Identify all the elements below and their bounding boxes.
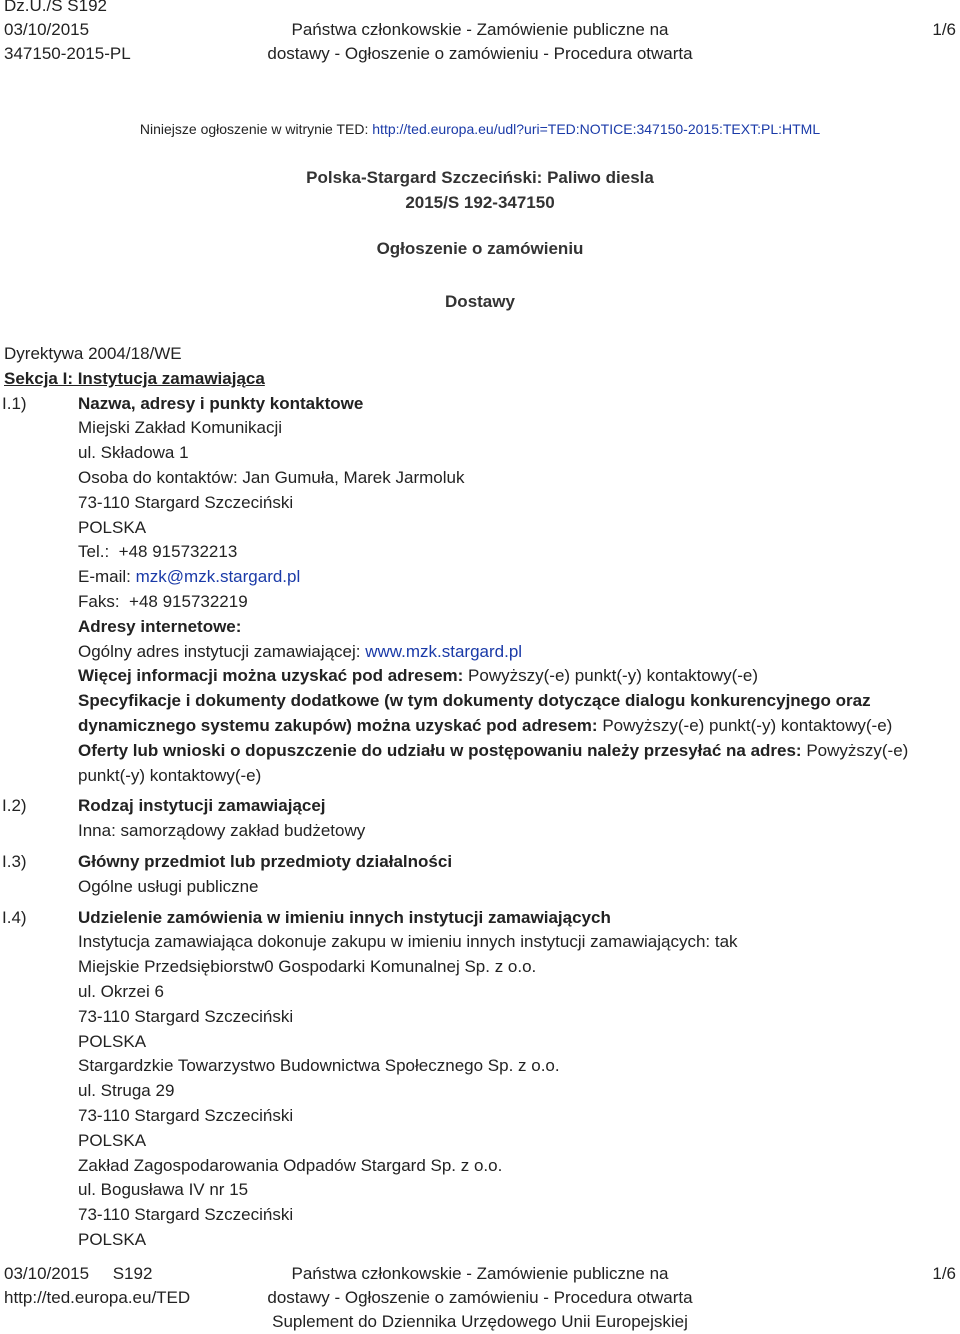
offers-label: Oferty lub wnioski o dopuszczenie do udziału w postępowaniu należy przesyłać na adres: [78,740,802,760]
phone-value: +48 915732213 [118,542,238,562]
section-value: Ogólne usługi publiczne [78,876,259,896]
section-number: I.4) [2,907,27,927]
doc-type: Ogłoszenie o zamówieniu [376,239,584,258]
offers-line [78,739,960,789]
entity-country: POLSKA [78,1031,147,1051]
spec-value: Powyższy(-e) punkt(-y) kontaktowy(-e) [602,715,893,735]
page-header [0,0,960,70]
section-heading: Sekcja I: Instytucja zamawiająca [4,368,265,388]
web-label: Ogólny adres instytucji zamawiającej: [78,641,361,661]
header-page-number: 1/6 [932,20,956,39]
section-intro: Instytucja zamawiająca dokonuje zakupu w imieniu innych instytucji zamawiających: tak [78,932,738,952]
org-country: POLSKA [78,517,147,537]
doc-number: 2015/S 192-347150 [405,193,555,212]
ted-notice-link[interactable]: http://ted.europa.eu/udl?uri=TED:NOTICE:347150-2015:TEXT:PL:HTML [372,121,821,137]
offers-value: Powyższy(-e) punkt(-y) kontaktowy(-e) [78,740,909,785]
section-number: I.3) [2,851,27,871]
spec-label: Specyfikacje i dokumenty dodatkowe (w tym dokumenty dotyczące dialogu konkurencyjnego oraz dynamicznego systemu zakupów) można uzyskać pod adresem: [78,691,871,735]
footer-title-line2: dostawy - Ogłoszenie o zamówieniu - Procedura otwarta [267,1288,693,1307]
header-date: 03/10/2015 [4,20,90,39]
more-info-line [78,664,960,689]
org-city: 73-110 Stargard Szczeciński [78,492,294,512]
section-number: I.2) [2,796,27,816]
entity-name: Stargardzkie Towarzystwo Budownictwa Społecznego Sp. z o.o. [78,1056,560,1076]
phone-line [78,540,960,565]
header-title [240,18,720,66]
web-line [78,640,960,665]
entity-street: ul. Struga 29 [78,1081,175,1101]
section-title: Udzielenie zamówienia w imieniu innych instytucji zamawiających [78,907,611,927]
header-left [4,0,131,66]
entity-country: POLSKA [78,1130,147,1150]
fax-label: Faks: [78,591,120,611]
entity-street: ul. Bogusława IV nr 15 [78,1180,249,1200]
footer-page-number: 1/6 [932,1264,956,1283]
header-title-line2: dostawy - Ogłoszenie o zamówieniu - Procedura otwarta [267,44,693,63]
web-heading: Adresy internetowe: [78,616,242,636]
fax-line [78,590,960,615]
header-journal: Dz.U./S S192 [4,0,107,15]
email-line [78,565,960,590]
entity-country: POLSKA [78,1229,147,1249]
fax-value: +48 915732219 [129,591,248,611]
entity-name: Zakład Zagospodarowania Odpadów Stargard Sp. z o.o. [78,1155,503,1175]
ted-notice-prefix: Niniejsze ogłoszenie w witrynie TED: [139,121,369,137]
directive: Dyrektywa 2004/18/WE [4,344,182,363]
section-i3 [0,850,960,900]
footer-series: S192 [112,1264,153,1283]
header-ref: 347150-2015-PL [4,44,131,63]
entity-block [78,1154,960,1253]
header-title-line1: Państwa członkowskie - Zamówienie publiczne na [291,20,669,39]
section-title: Główny przedmiot lub przedmioty działalności [78,851,453,871]
email-link[interactable]: mzk@mzk.stargard.pl [135,567,301,587]
section-value: Inna: samorządowy zakład budżetowy [78,821,366,841]
footer-date: 03/10/2015 [4,1264,90,1283]
footer-title-line3: Suplement do Dziennika Urzędowego Unii Europejskiej [272,1312,688,1331]
section-title: Nazwa, adresy i punkty kontaktowe [78,393,364,413]
footer-title-line1: Państwa członkowskie - Zamówienie publiczne na [291,1264,669,1283]
footer-left [4,1262,190,1310]
org-street: ul. Składowa 1 [78,443,189,463]
spec-line [78,689,960,739]
entity-city: 73-110 Stargard Szczeciński [78,1006,294,1026]
doc-category: Dostawy [445,292,515,311]
section-i4 [0,906,960,1253]
more-info-value: Powyższy(-e) punkt(-y) kontaktowy(-e) [468,666,759,686]
org-name: Miejski Zakład Komunikacji [78,418,283,438]
document-body [0,342,960,1253]
contact-persons: Osoba do kontaktów: Jan Gumuła, Marek Jarmoluk [78,467,465,487]
more-info-label: Więcej informacji można uzyskać pod adresem: [78,666,464,686]
section-number: I.1) [2,393,27,413]
email-label: E-mail: [78,567,131,587]
doc-title: Polska-Stargard Szczeciński: Paliwo diesla [306,168,654,187]
entity-block [78,955,960,1054]
web-link[interactable]: www.mzk.stargard.pl [365,641,523,661]
entity-city: 73-110 Stargard Szczeciński [78,1205,294,1225]
footer-url: http://ted.europa.eu/TED [4,1288,191,1307]
entity-street: ul. Okrzei 6 [78,981,164,1001]
section-title: Rodzaj instytucji zamawiającej [78,796,326,816]
footer-title [240,1262,720,1334]
phone-label: Tel.: [78,542,110,562]
entity-name: Miejskie Przedsiębiorstw0 Gospodarki Komunalnej Sp. z o.o. [78,957,537,977]
entity-block [78,1054,960,1153]
entity-city: 73-110 Stargard Szczeciński [78,1105,294,1125]
section-i2 [0,794,960,844]
section-i1 [0,392,960,789]
footer-date-series [4,1262,190,1286]
ted-notice [0,121,960,137]
